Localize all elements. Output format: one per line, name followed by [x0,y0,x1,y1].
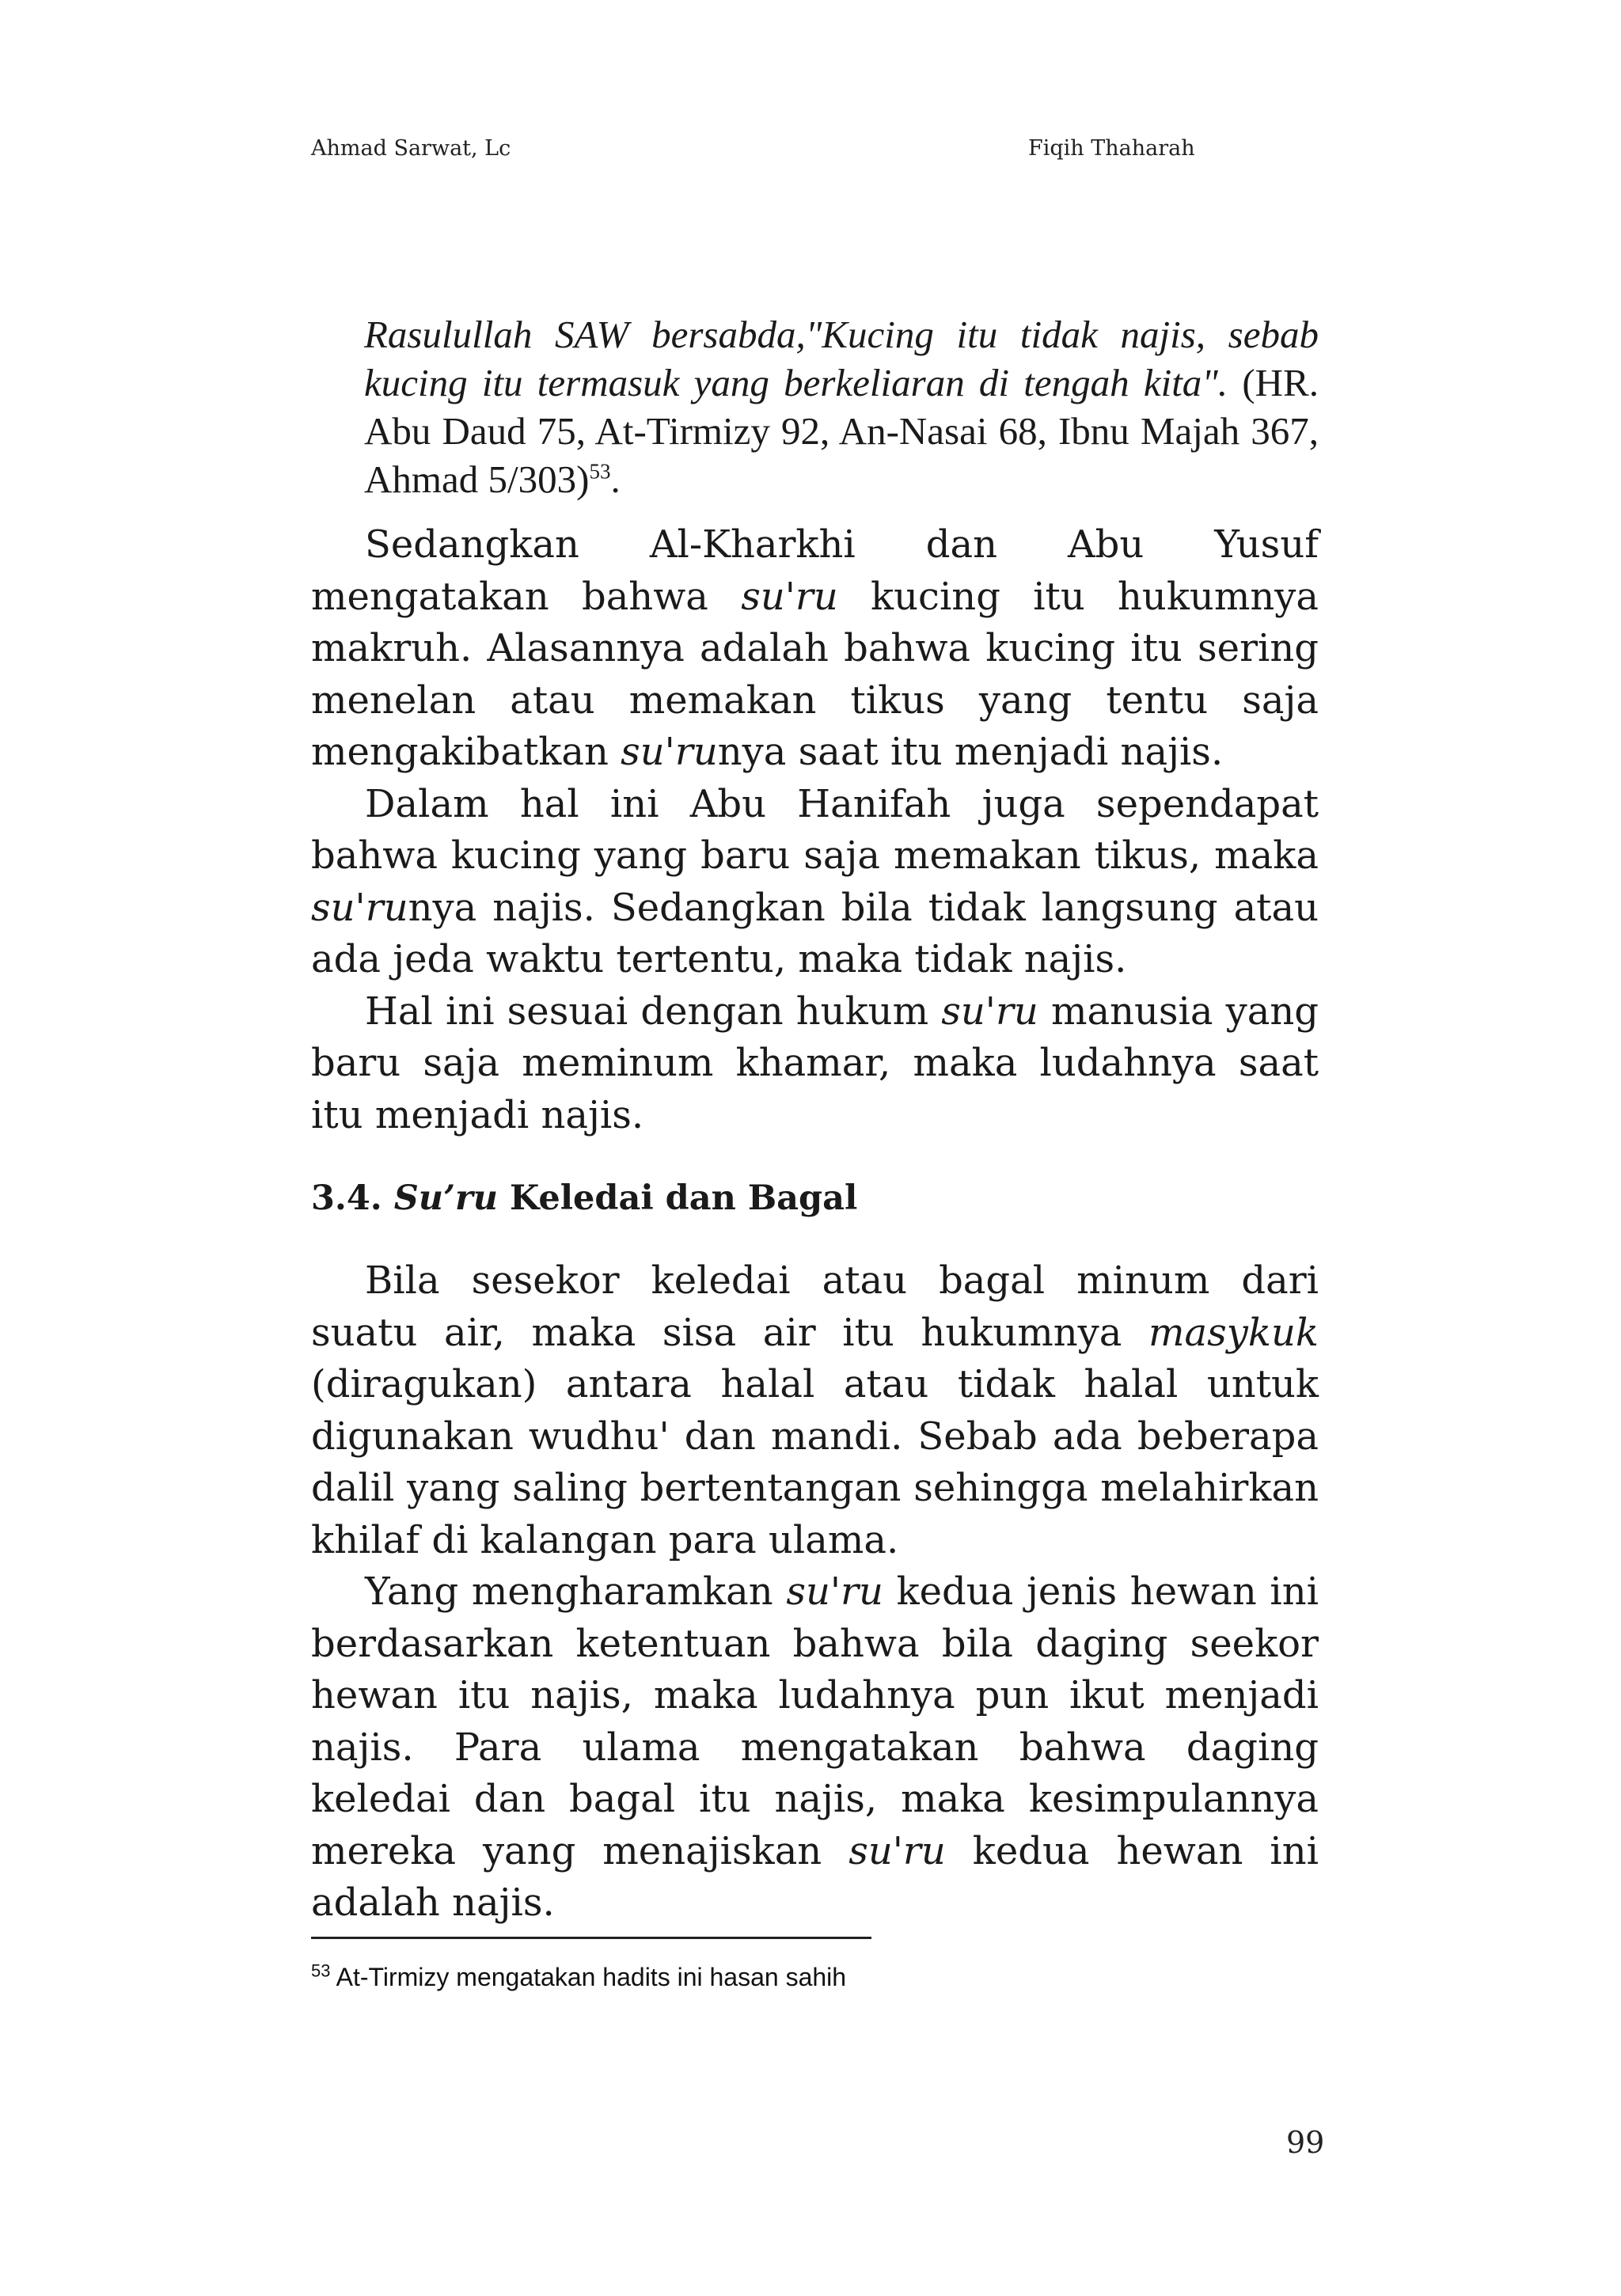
quote-citation: (HR. Abu Daud 75, At-Tirmizy 92, An-Nasai 68, Ibnu Majah 367, Ahmad 5/303) [364,361,1319,501]
p3-text-b: manusia yang baru saja meminum khamar, maka ludahnya saat itu menjadi najis. [311,989,1319,1137]
quote-end: . [610,457,621,501]
p4-text-b: (diragukan) antara halal atau tidak halal untuk digunakan wudhu' dan mandi. Sebab ada beberapa dalil yang saling bertentangan sehingga melahirkan khilaf di kalangan para ulama. [311,1362,1319,1562]
p2-term: su'ru [311,885,408,930]
p1-text-c: nya saat itu menjadi najis. [717,730,1224,774]
p2-text-a: Dalam hal ini Abu Hanifah juga sependapat bahwa kucing yang baru saja memakan tikus, maka [311,781,1319,878]
section-heading [311,1175,1319,1222]
p3-text-a: Hal ini sesuai dengan hukum [365,989,942,1034]
paragraph-3 [311,986,1319,1142]
section-number: 3.4. [311,1178,394,1218]
p5-text-b: kedua jenis hewan ini berdasarkan ketentuan bahwa bila daging seekor hewan itu najis, maka ludahnya pun ikut menjadi najis. Para ulama mengatakan bahwa daging keledai dan bagal itu najis, maka kesimpulannya mereka yang menajiskan [311,1569,1319,1873]
section-title: Keledai dan Bagal [497,1178,858,1218]
paragraph-1 [311,519,1319,779]
section-term: Su’ru [393,1178,498,1218]
page-body [311,310,1319,1930]
p5-text-a: Yang mengharamkan [365,1569,787,1614]
page-number: 99 [1286,2125,1325,2160]
p2-text-b: nya najis. Sedangkan bila tidak langsung atau ada jeda waktu tertentu, maka tidak najis. [311,885,1319,981]
p5-term-a: su'ru [786,1569,883,1614]
footnote-divider [311,1937,871,1939]
paragraph-4 [311,1255,1319,1566]
hadith-quote [364,310,1319,503]
footnote [311,1960,847,1992]
p4-term: masykuk [1148,1310,1319,1355]
p1-text-a: Sedangkan Al-Kharkhi dan Abu Yusuf mengatakan bahwa [311,522,1319,619]
p1-term-a: su'ru [741,574,838,619]
p5-term-b: su'ru [848,1828,946,1873]
p1-text-b: kucing itu hukumnya makruh. Alasannya adalah bahwa kucing itu sering menelan atau memakan tikus yang tentu saja mengakibatkan [311,574,1319,774]
p4-text-a: Bila sesekor keledai atau bagal minum dari suatu air, maka sisa air itu hukumnya [311,1258,1319,1355]
paragraph-2 [311,779,1319,986]
running-head-book-title: Fiqih Thaharah [1028,136,1195,161]
quote-italic-text: Rasulullah SAW bersabda,"Kucing itu tidak najis, sebab kucing itu termasuk yang berkeliaran di tengah kita". [364,313,1319,404]
footnote-ref[interactable]: 53 [589,459,611,484]
footnote-text: At-Tirmizy mengatakan hadits ini hasan sahih [330,1963,847,1991]
paragraph-5 [311,1566,1319,1930]
footnote-number: 53 [311,1960,331,1981]
p3-term: su'ru [941,989,1038,1034]
running-head-author: Ahmad Sarwat, Lc [311,136,511,161]
p1-term-b: su'ru [621,730,718,774]
p5-text-c: kedua hewan ini adalah najis. [311,1828,1319,1925]
